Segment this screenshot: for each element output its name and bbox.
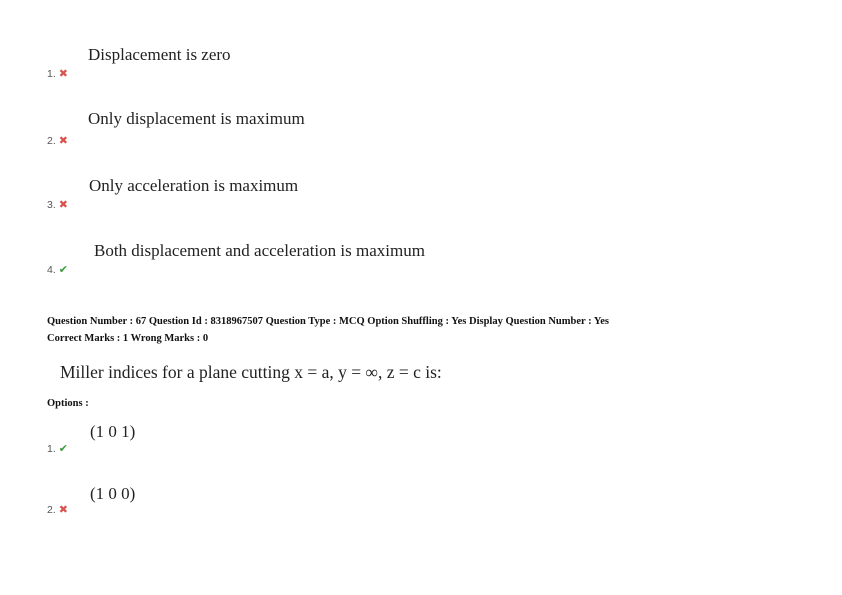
option-2-marker xyxy=(47,503,68,516)
prev-option-3-text: Only acceleration is maximum xyxy=(89,176,299,195)
check-icon: ✔ xyxy=(58,443,68,455)
option-number: 4. xyxy=(47,264,56,276)
prev-option-3-marker xyxy=(47,198,68,211)
cross-icon: ✖ xyxy=(58,68,68,80)
option-number: 2. xyxy=(47,135,56,147)
option-number: 1. xyxy=(47,68,56,80)
cross-icon: ✖ xyxy=(58,135,68,147)
prev-option-1-marker xyxy=(47,67,68,80)
prev-option-2-marker xyxy=(47,134,68,147)
option-1-marker xyxy=(47,442,68,455)
option-number: 2. xyxy=(47,504,56,516)
option-number: 1. xyxy=(47,443,56,455)
cross-icon: ✖ xyxy=(58,199,68,211)
option-2-text: (1 0 0) xyxy=(90,484,136,503)
question-text: Miller indices for a plane cutting x = a, y = ∞, z = c is: xyxy=(60,362,442,382)
cross-icon: ✖ xyxy=(58,504,68,516)
options-label: Options : xyxy=(47,398,89,409)
option-1-text: (1 0 1) xyxy=(90,422,136,441)
check-icon: ✔ xyxy=(58,264,68,276)
question-meta-line-2: Correct Marks : 1 Wrong Marks : 0 xyxy=(47,333,209,344)
question-meta-line-1: Question Number : 67 Question Id : 8318967507 Question Type : MCQ Option Shuffling : Yes Display Question Number : Yes xyxy=(47,316,610,327)
prev-option-4-text: Both displacement and acceleration is maximum xyxy=(94,241,425,260)
option-number: 3. xyxy=(47,199,56,211)
prev-option-2-text: Only displacement is maximum xyxy=(88,109,305,128)
prev-option-4-marker xyxy=(47,263,68,276)
prev-option-1-text: Displacement is zero xyxy=(88,45,231,64)
